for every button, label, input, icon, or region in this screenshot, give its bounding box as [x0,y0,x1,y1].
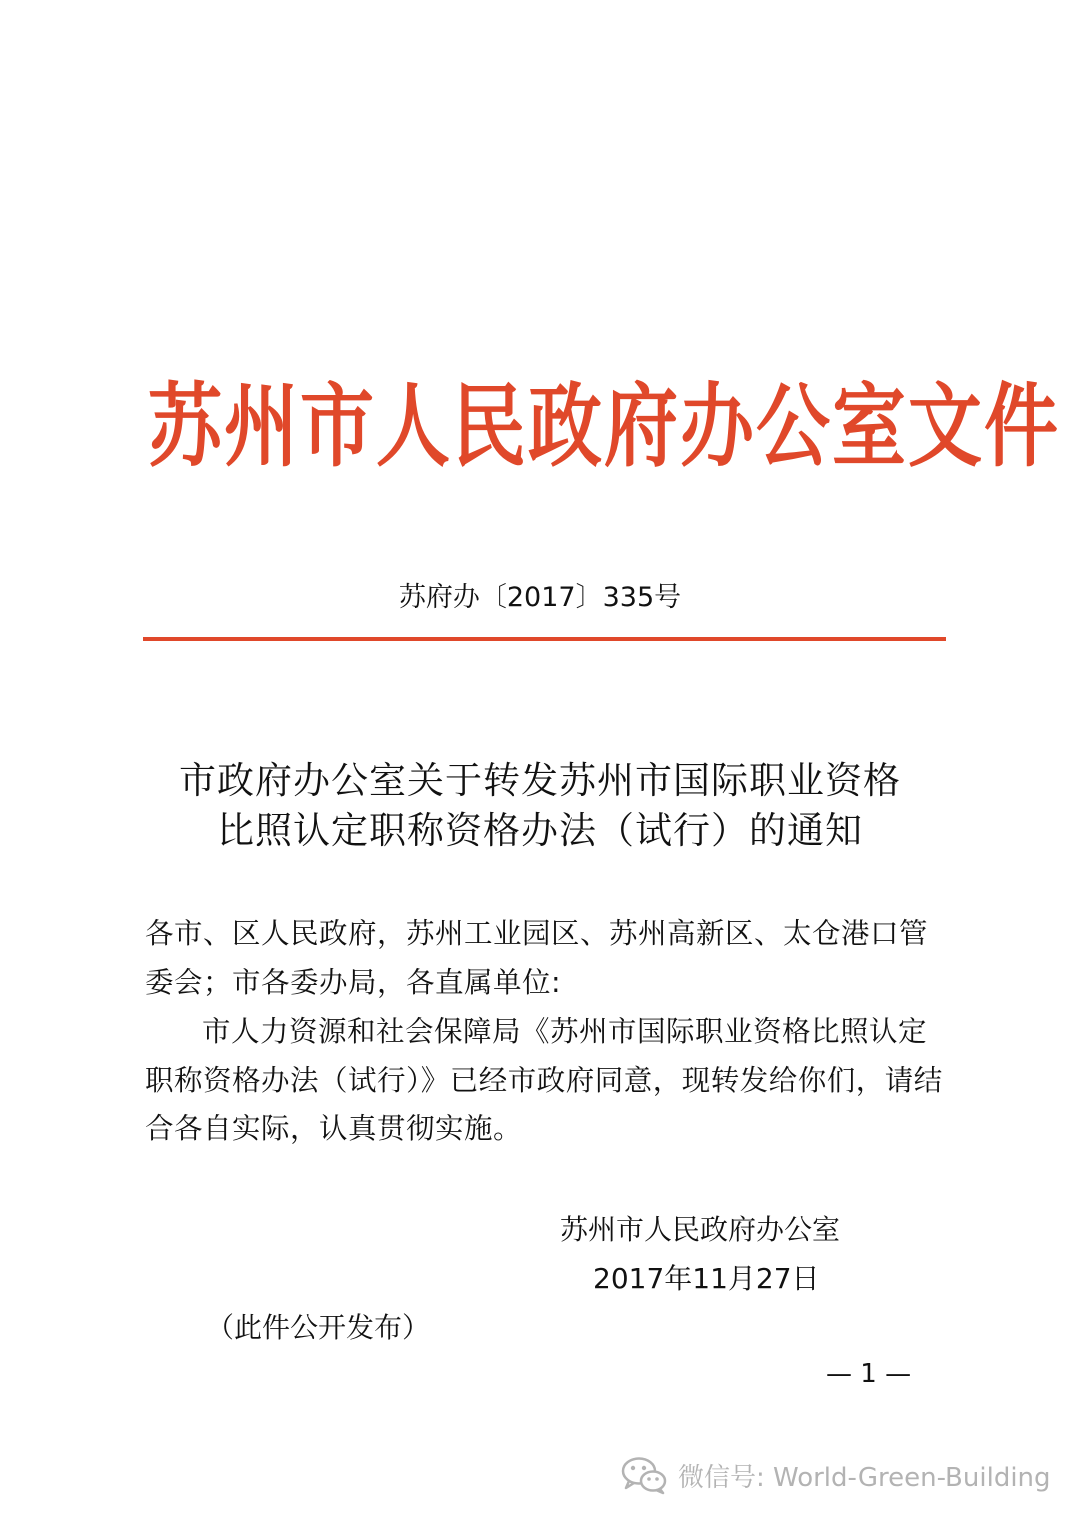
page-number: — 1 — [826,1359,912,1389]
notice-title-line-2: 比照认定职称资格办法（试行）的通知 [217,809,863,852]
wechat-watermark [620,1450,1051,1500]
addressee: 各市、区人民政府，苏州工业园区、苏州高新区、太仓港口管委会；市各委办局，各直属单位: [145,917,929,999]
watermark-text: 微信号: World-Green-Building [678,1462,1051,1493]
issue-date: 2017年11月27日 [593,1262,820,1295]
issuer-signature: 苏州市人民政府办公室 [560,1213,841,1246]
wechat-icon [620,1455,668,1495]
header-divider [143,637,946,641]
body-paragraph: 市人力资源和社会保障局《苏州市国际职业资格比照认定职称资格办法（试行）》已经市政府同意，现转发给你们，请结合各自实际，认真贯彻实施。 [145,1015,943,1145]
notice-title [140,756,940,856]
document-number: 苏府办〔2017〕335号 [398,582,682,613]
notice-title-line-1: 市政府办公室关于转发苏州市国际职业资格 [179,759,901,802]
document-masthead: 苏州市人民政府办公室文件 [148,374,1060,480]
publish-note: （此件公开发布） [206,1311,431,1344]
